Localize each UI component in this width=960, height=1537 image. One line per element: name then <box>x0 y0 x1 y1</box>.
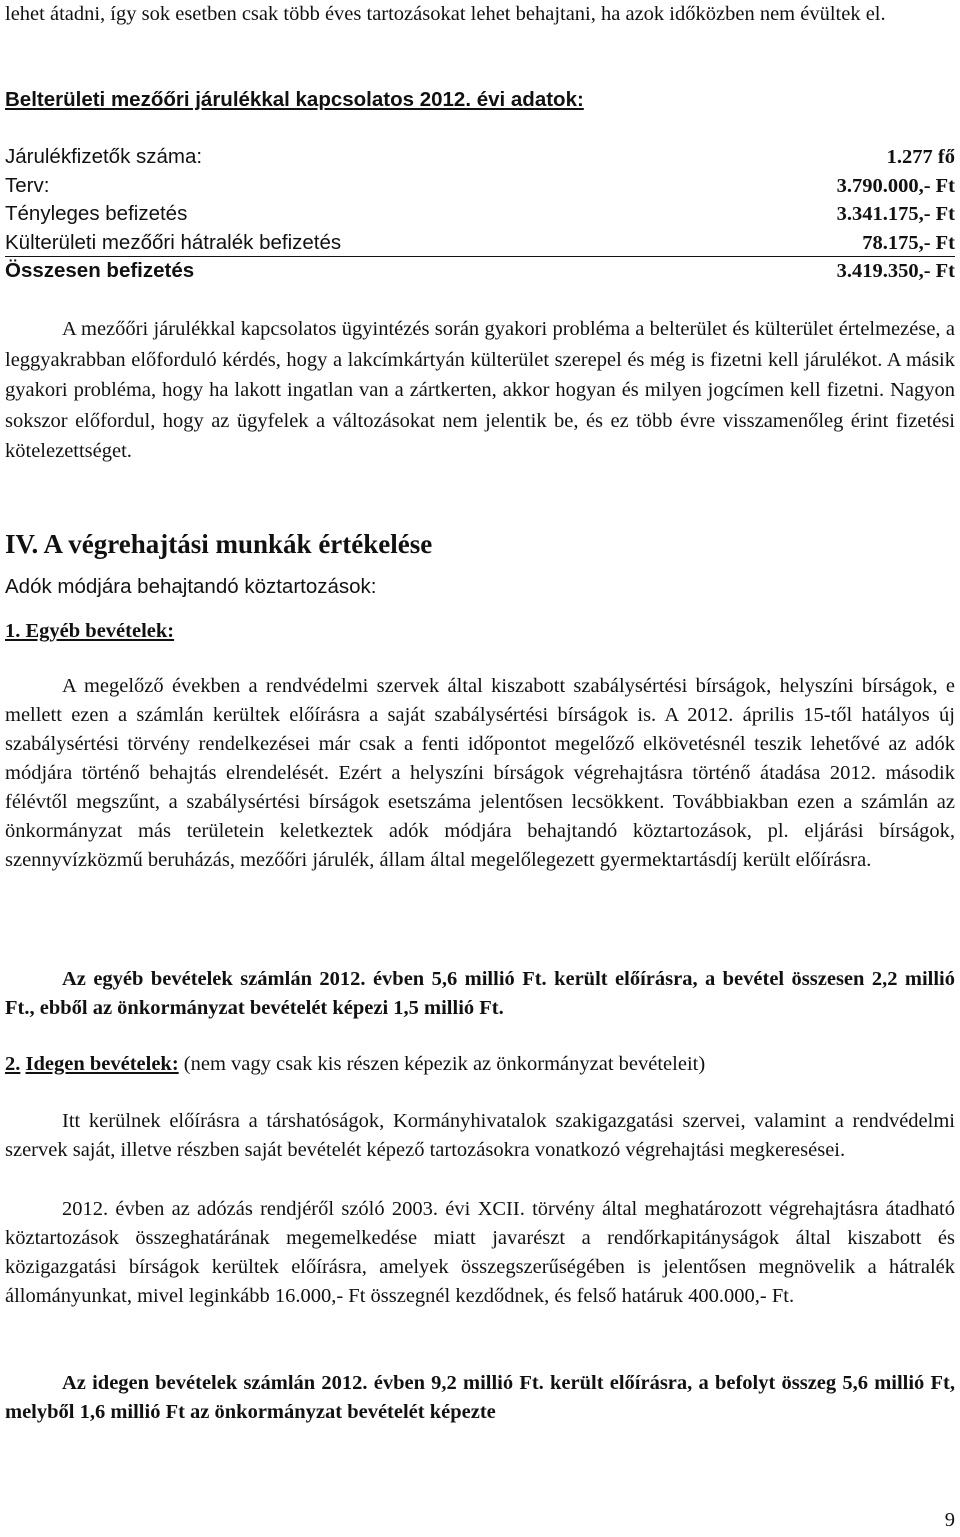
section-title: IV. A végrehajtási munkák értékelése <box>5 529 433 559</box>
stats-label: Tényleges befizetés <box>5 202 188 225</box>
stats-row <box>5 200 955 229</box>
intro-paragraph: lehet átadni, így sok esetben csak több éves tartozásokat lehet behajtani, ha azok időközben nem évültek el. <box>5 3 886 25</box>
heading-egyeb-bevetelek: 1. Egyéb bevételek: <box>5 620 175 642</box>
stats-row <box>5 229 955 258</box>
stats-row <box>5 172 955 201</box>
paragraph-2012: 2012. évben az adózás rendjéről szóló 2003. évi XCII. törvény által meghatározott végrehajtásra átadható köztartozások összeghatárának megemelkedése miatt javarészt a rendőrkapitányságok által kiszabott és közigazgatási bírságok kerültek előírásra, amelyek összegszerűségében is jelentősen megnövelik a hátralék állományunkat, mivel leginkább 16.000,- Ft összegnél kezdődnek, és felső határuk 400.000,- Ft. <box>5 1198 955 1307</box>
section-subtitle: Adók módjára behajtandó köztartozások: <box>5 575 377 598</box>
stats-title: Belterületi mezőőri járulékkal kapcsolatos 2012. évi adatok: <box>5 88 584 111</box>
stats-value: 3.790.000,- Ft <box>836 174 955 197</box>
stats-label: Összesen befizetés <box>5 259 195 282</box>
paragraph-egyeb: A megelőző években a rendvédelmi szervek által kiszabott szabálysértési bírságok, helyszíni bírságok, e mellett ezen a számlán kerültek előírásra a saját szabálysértési bírságok is. A 2012. április 15-től hatályos új szabálysértési törvény rendelkezései már csak a fenti időpontot megelőző elkövetésnél teszik lehetővé az adók módjára történő behajtás elrendelését. Ezért a helyszíni bírságok végrehajtásra történő átadása 2012. második félévtől megszűnt, a szabálysértési bírságok esetszáma jelentősen lecsökkent. Továbbiakban ezen a számlán az önkormányzat más területein keletkeztek adók módjára behajtandó köztartozások, pl. eljárási bírságok, szennyvízközmű beruházás, mezőőri járulék, állam által megelőlegezett gyermektartásdíj került előírásra. <box>5 675 955 871</box>
stats-table <box>5 143 955 286</box>
paragraph-idegen: Itt kerülnek előírásra a társhatóságok, Kormányhivatalok szakigazgatási szervei, valamint a rendvédelmi szervek saját, illetve részben saját bevételét képező tartozásokra vonatkozó végrehajtási megkeresései. <box>5 1110 955 1161</box>
stats-label: Külterületi mezőőri hátralék befizetés <box>5 230 342 254</box>
stats-label: Járulékfizetők száma: <box>5 145 203 168</box>
summary-egyeb: Az egyéb bevételek számlán 2012. évben 5,6 millió Ft. került előírásra, a bevétel összesen 2,2 millió Ft., ebből az önkormányzat bevételét képezi 1,5 millió Ft. <box>5 968 955 1019</box>
stats-value: 1.277 fő <box>886 146 955 168</box>
paragraph-mezoori: A mezőőri járulékkal kapcsolatos ügyintézés során gyakori probléma a belterület és külterület értelmezése, a leggyakrabban előforduló kérdés, hogy a lakcímkártyán külterület szerepel és még is fizetni kell járulékot. A másik gyakori probléma, hogy ha lakott ingatlan van a zártkerten, akkor hogyan és milyen jogcímen kell fizetni. Nagyon sokszor előfordul, hogy az ügyfelek a változásokat nem jelentik be, és ez több évre visszamenőleg érint fizetési kötelezettséget. <box>5 318 955 462</box>
stats-row <box>5 143 955 172</box>
summary-idegen: Az idegen bevételek számlán 2012. évben 9,2 millió Ft. került előírásra, a befolyt összeg 5,6 millió Ft, melyből 1,6 millió Ft az önkormányzat bevételét képezte <box>5 1372 955 1423</box>
stats-label: Terv: <box>5 173 50 197</box>
page-number: 9 <box>944 1509 955 1531</box>
stats-value: 3.419.350,- Ft <box>836 260 955 282</box>
heading-idegen-bevetelek: 2. Idegen bevételek: (nem vagy csak kis részen képezik az önkormányzat bevételeit) <box>5 1053 706 1075</box>
stats-value: 78.175,- Ft <box>862 231 955 254</box>
stats-value: 3.341.175,- Ft <box>836 203 955 225</box>
stats-row-total <box>5 257 955 286</box>
